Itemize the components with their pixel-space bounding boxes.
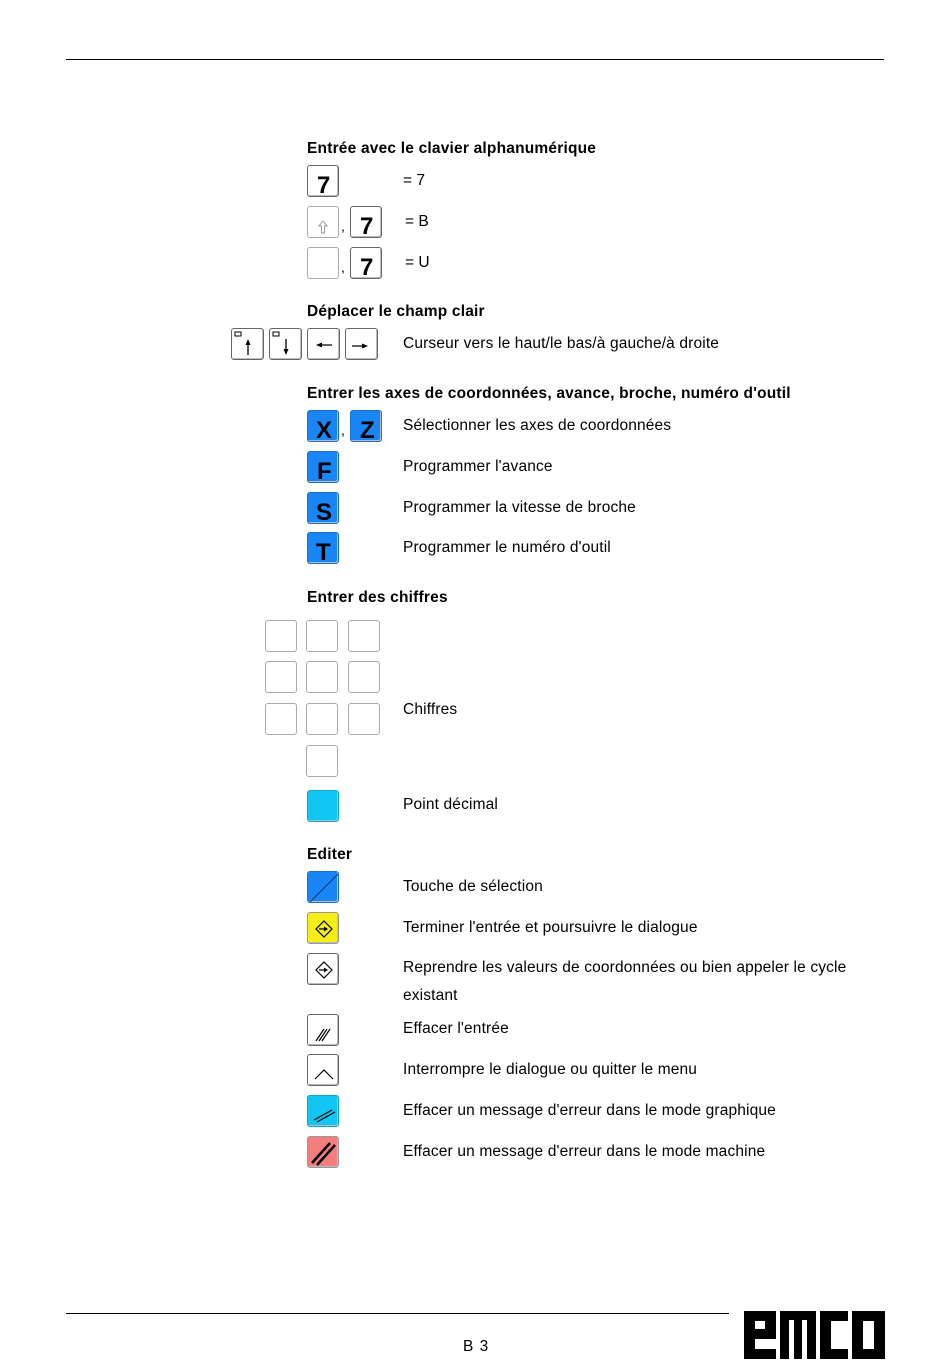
key-7[interactable]	[350, 247, 382, 279]
caret-up-icon	[308, 1055, 338, 1085]
key-label: Z	[360, 417, 375, 442]
clear-machine-error-key[interactable]	[307, 1136, 339, 1168]
edit-desc-5: Interrompre le dialogue ou quitter le menu	[403, 1061, 698, 1078]
comma: ,	[341, 259, 345, 275]
edit-desc-6: Effacer un message d'erreur dans le mode graphique	[403, 1102, 776, 1119]
shift-key[interactable]	[307, 206, 339, 238]
cursor-up-key[interactable]	[231, 328, 264, 360]
edit-desc-2: Terminer l'entrée et poursuivre le dialogue	[403, 919, 698, 936]
digit-key[interactable]	[306, 661, 338, 693]
key-7[interactable]	[350, 206, 382, 238]
edit-desc-1: Touche de sélection	[403, 878, 543, 895]
digit-key[interactable]	[348, 703, 380, 735]
page-number: B 3	[463, 1338, 490, 1355]
enter-outline-key[interactable]	[307, 953, 339, 985]
arrow-down-icon	[270, 329, 300, 359]
cursor-down-key[interactable]	[269, 328, 302, 360]
select-icon	[308, 872, 338, 902]
clear-entry-icon	[308, 1015, 338, 1045]
arrow-up-icon	[232, 329, 262, 359]
key-label: 7	[360, 254, 374, 279]
axes-heading: Entrer les axes de coordonnées, avance, broche, numéro d'outil	[307, 385, 791, 402]
arrow-right-icon	[346, 329, 376, 359]
blank-key[interactable]	[307, 247, 339, 279]
digit-key[interactable]	[306, 703, 338, 735]
digit-key[interactable]	[348, 661, 380, 693]
cursor-heading: Déplacer le champ clair	[307, 303, 485, 320]
clear-graphic-error-key[interactable]	[307, 1095, 339, 1127]
select-key[interactable]	[307, 871, 339, 903]
key-label: T	[316, 539, 331, 564]
key-z[interactable]	[350, 410, 382, 442]
header-rule	[66, 59, 884, 60]
key-label: 7	[317, 172, 331, 197]
edit-desc-3b: existant	[403, 987, 458, 1004]
axes-desc-1: Sélectionner les axes de coordonnées	[403, 417, 672, 434]
digit-key[interactable]	[265, 703, 297, 735]
decimal-point-key[interactable]	[307, 790, 339, 822]
axes-desc-2: Programmer l'avance	[403, 458, 553, 475]
decimal-desc: Point décimal	[403, 796, 498, 813]
key-f[interactable]	[307, 451, 339, 483]
comma: ,	[341, 218, 345, 234]
edit-desc-3a: Reprendre les valeurs de coordonnées ou bien appeler le cycle	[403, 959, 847, 976]
digit-key[interactable]	[265, 661, 297, 693]
digit-key[interactable]	[306, 745, 338, 777]
caret-up-key[interactable]	[307, 1054, 339, 1086]
key-label: F	[317, 458, 332, 483]
key-s[interactable]	[307, 492, 339, 524]
cursor-right-key[interactable]	[345, 328, 378, 360]
digits-desc: Chiffres	[403, 701, 458, 718]
enter-key[interactable]	[307, 912, 339, 944]
clear-machine-error-icon	[308, 1137, 338, 1167]
alpha-heading: Entrée avec le clavier alphanumérique	[307, 140, 597, 157]
footer-rule	[66, 1313, 729, 1314]
cursor-desc: Curseur vers le haut/le bas/à gauche/à droite	[403, 335, 720, 352]
alpha-result-1: = 7	[403, 172, 425, 189]
edit-desc-4: Effacer l'entrée	[403, 1020, 509, 1037]
key-7[interactable]	[307, 165, 339, 197]
digit-key[interactable]	[265, 620, 297, 652]
digits-heading: Entrer des chiffres	[307, 589, 448, 606]
enter-icon	[308, 913, 338, 943]
clear-entry-key[interactable]	[307, 1014, 339, 1046]
edit-heading: Editer	[307, 846, 353, 863]
axes-desc-3: Programmer la vitesse de broche	[403, 499, 636, 516]
key-label: S	[316, 499, 333, 524]
digit-key[interactable]	[306, 620, 338, 652]
clear-graphic-error-icon	[308, 1096, 338, 1126]
shift-arrow-icon	[308, 207, 338, 237]
alpha-result-2: = B	[405, 213, 429, 230]
arrow-left-icon	[308, 329, 338, 359]
enter-outline-icon	[308, 954, 338, 984]
cursor-left-key[interactable]	[307, 328, 340, 360]
comma: ,	[341, 422, 345, 438]
emco-logo	[744, 1311, 885, 1359]
key-label: X	[316, 417, 333, 442]
axes-desc-4: Programmer le numéro d'outil	[403, 539, 611, 556]
edit-desc-7: Effacer un message d'erreur dans le mode machine	[403, 1143, 766, 1160]
alpha-result-3: = U	[405, 254, 430, 271]
digit-key[interactable]	[348, 620, 380, 652]
key-t[interactable]	[307, 532, 339, 564]
key-label: 7	[360, 213, 374, 238]
key-x[interactable]	[307, 410, 339, 442]
